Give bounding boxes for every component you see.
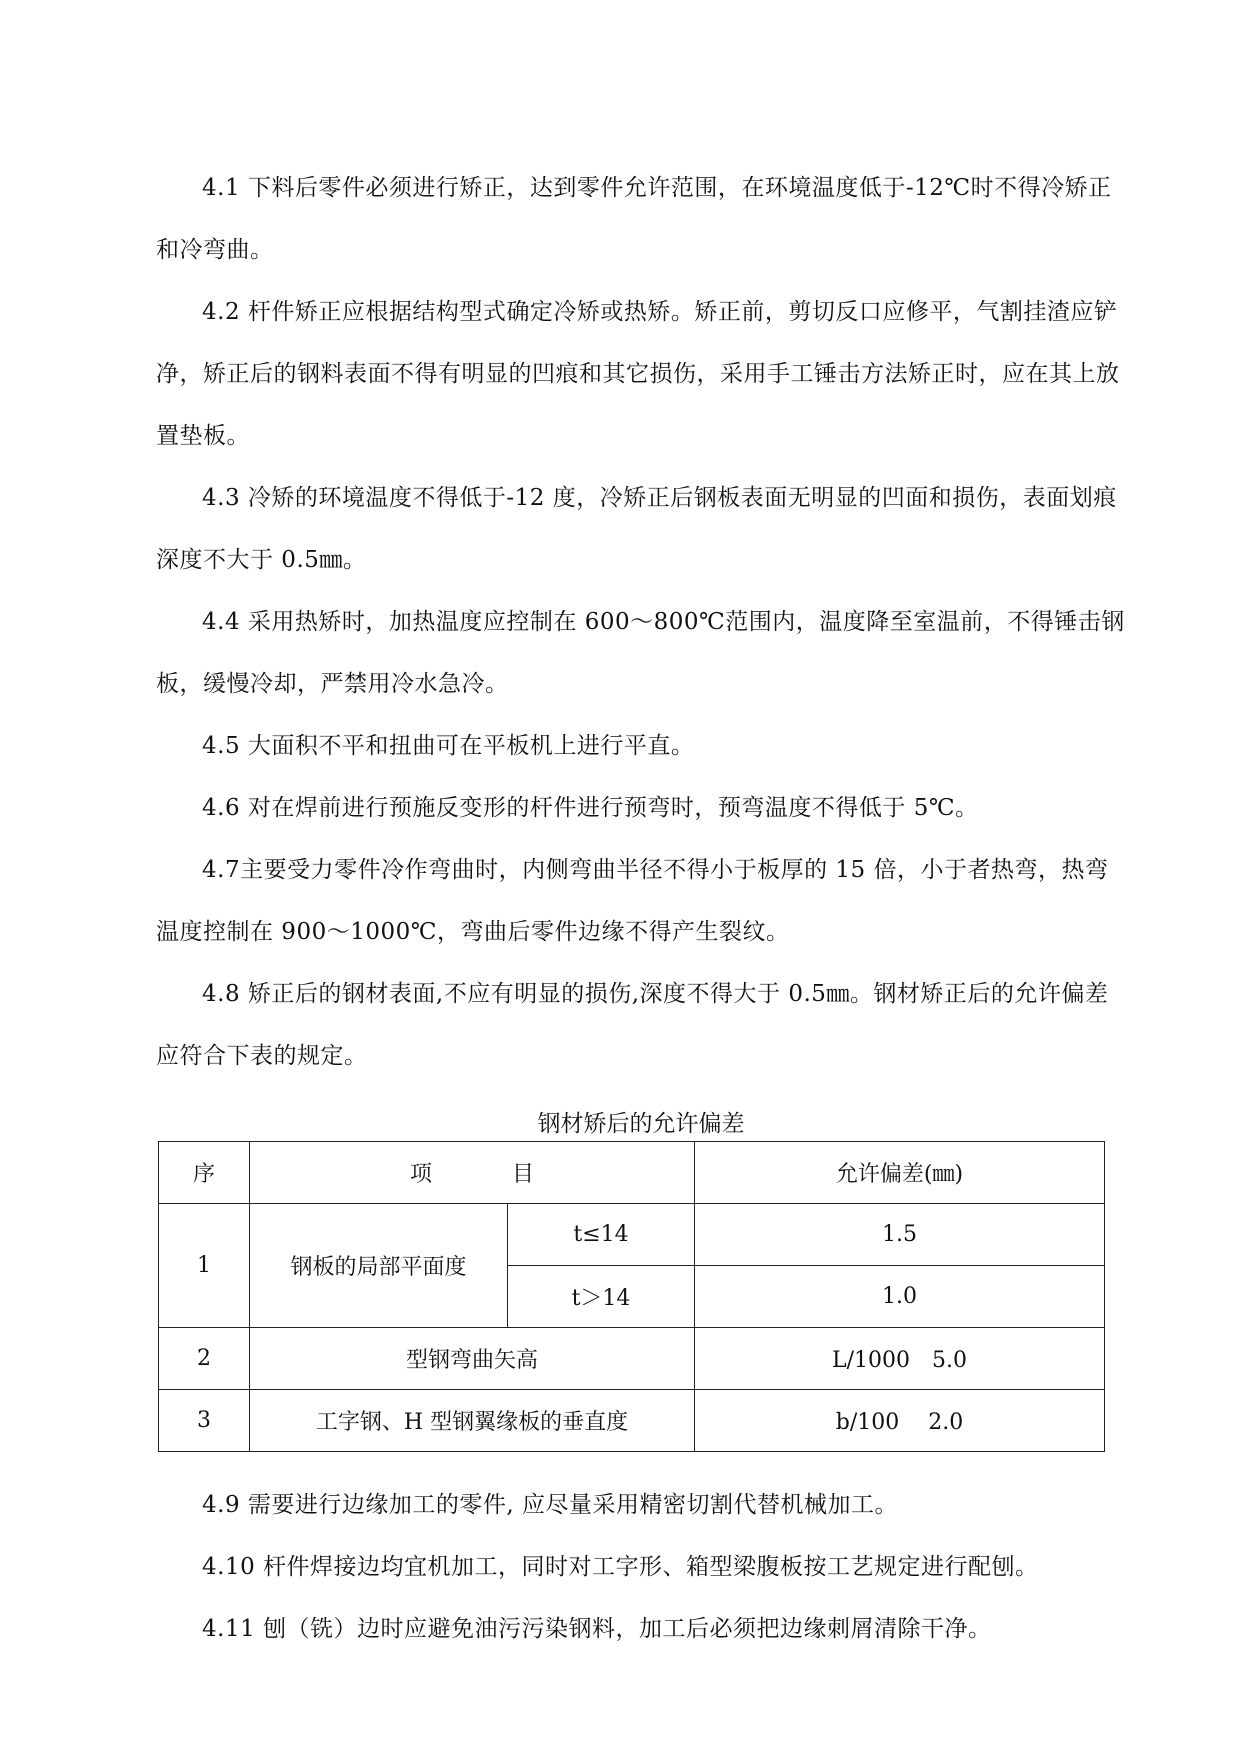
row-3-val: b/100 2.0 [695,1390,1105,1452]
header-item-a: 项 [409,1162,432,1187]
paragraph-4-11: 4.11 刨（铣）边时应避免油污污染钢料，加工后必须把边缘刺屑清除干净。 [202,1616,992,1642]
table-row [159,1390,1105,1452]
paragraph-4-3: 4.3 冷矫的环境温度不得低于-12 度，冷矫正后钢板表面无明显的凹面和损伤，表面划痕深度不大于 0.5㎜。 [156,485,1117,573]
row-1-val2: 1.0 [695,1266,1105,1328]
header-item [250,1142,695,1204]
header-seq: 序 [159,1142,250,1204]
paragraph-4-9: 4.9 需要进行边缘加工的零件, 应尽量采用精密切割代替机械加工。 [202,1492,899,1518]
table-header-row [159,1142,1105,1204]
paragraph-4-2: 4.2 杆件矫正应根据结构型式确定冷矫或热矫。矫正前，剪切反口应修平，气割挂渣应铲净，矫正后的钢料表面不得有明显的凹痕和其它损伤，采用手工锤击方法矫正时，应在其上放置垫板。 [156,299,1120,449]
header-tolerance: 允许偏差(㎜) [695,1142,1105,1204]
paragraph-4-6: 4.6 对在焊前进行预施反变形的杆件进行预弯时，预弯温度不得低于 5℃。 [202,795,979,821]
table-row [159,1204,1105,1266]
paragraph-4-1: 4.1 下料后零件必须进行矫正，达到零件允许范围，在环境温度低于-12℃时不得冷矫正和冷弯曲。 [156,175,1112,263]
tolerance-table [158,1141,1105,1452]
row-1-sub1: t≤14 [508,1204,695,1266]
row-2-val: L/1000 5.0 [695,1328,1105,1390]
row-3-item: 工字钢、H 型钢翼缘板的垂直度 [250,1390,695,1452]
row-2-seq: 2 [159,1328,250,1390]
header-item-b: 目 [512,1162,535,1187]
row-1-seq: 1 [159,1204,250,1328]
table-row [159,1328,1105,1390]
row-1-sub2: t＞14 [508,1266,695,1328]
row-1-val1: 1.5 [695,1204,1105,1266]
paragraph-4-5: 4.5 大面积不平和扭曲可在平板机上进行平直。 [202,733,695,759]
paragraph-4-4: 4.4 采用热矫时，加热温度应控制在 600～800℃范围内，温度降至室温前，不得锤击钢板，缓慢冷却，严禁用冷水急冷。 [156,609,1125,697]
row-2-item: 型钢弯曲矢高 [250,1328,695,1390]
row-1-item: 钢板的局部平面度 [250,1204,508,1328]
row-3-seq: 3 [159,1390,250,1452]
table-caption: 钢材矫后的允许偏差 [537,1111,745,1137]
paragraph-4-7: 4.7主要受力零件冷作弯曲时，内侧弯曲半径不得小于板厚的 15 倍，小于者热弯，热弯温度控制在 900～1000℃，弯曲后零件边缘不得产生裂纹。 [156,857,1109,945]
paragraph-4-10: 4.10 杆件焊接边均宜机加工，同时对工字形、箱型梁腹板按工艺规定进行配刨。 [202,1554,1039,1580]
paragraph-4-8: 4.8 矫正后的钢材表面,不应有明显的损伤,深度不得大于 0.5㎜。钢材矫正后的允许偏差应符合下表的规定。 [156,981,1109,1069]
